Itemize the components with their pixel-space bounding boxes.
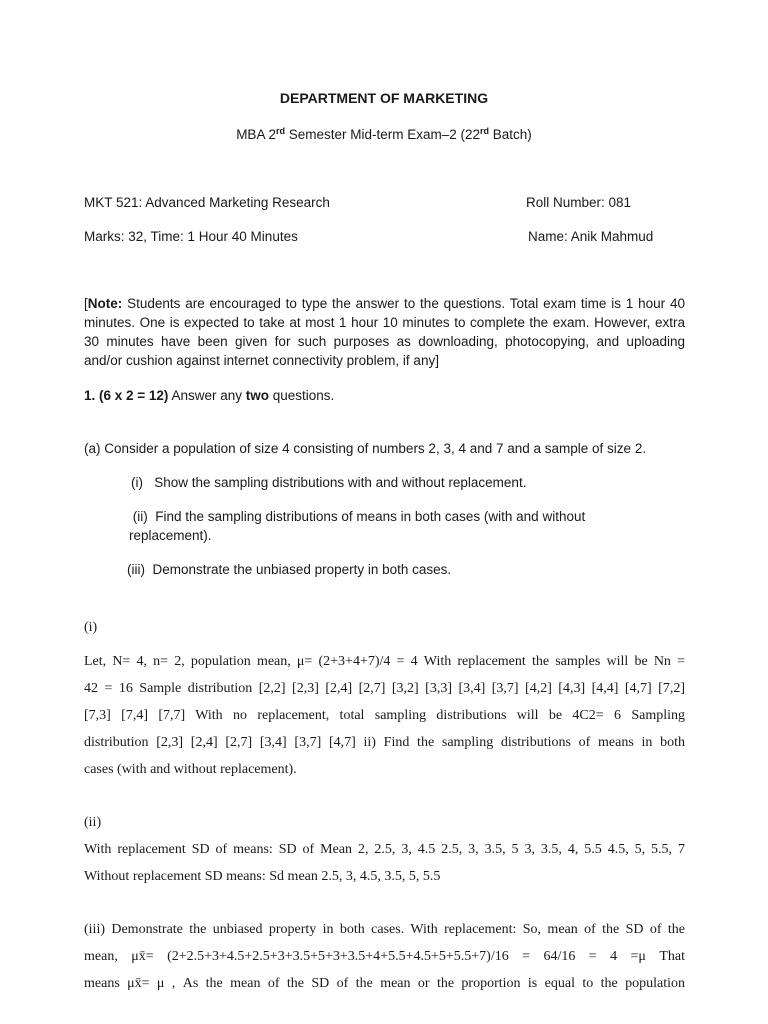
exam-title-post: Batch) (489, 127, 532, 142)
answer-i-line-1: Let, N= 4, n= 2, population mean, μ= (2+3+4+7)/4 = 4 With replacement the samples will be Nn = (84, 654, 685, 669)
marks-time: Marks: 32, Time: 1 Hour 40 Minutes (84, 229, 298, 244)
question-text-bold: two (245, 388, 269, 403)
student-name: Name: Anik Mahmud (528, 229, 654, 244)
answer-iii-line-3: means μx̄= μ , As the mean of the SD of the mean or the proportion is equal to the population (84, 976, 685, 991)
exam-title-sup2: rd (480, 126, 490, 136)
note-line-4: and/or cushion against internet connectivity problem, if any] (84, 353, 439, 368)
answer-i-line-5: cases (with and without replacement). (84, 762, 297, 777)
answer-i-label: (i) (84, 620, 98, 635)
department-title: DEPARTMENT OF MARKETING (279, 90, 489, 106)
question-text-post: questions. (268, 388, 335, 403)
exam-title-sup1: rd (275, 126, 285, 136)
answer-iii-line-1: (iii) Demonstrate the unbiased property in both cases. With replacement: So, mean of the SD of the (84, 922, 685, 937)
note-line-1 (84, 296, 685, 311)
course-info: MKT 521: Advanced Marketing Research (84, 195, 330, 210)
question-text-pre: Answer any (168, 388, 246, 403)
exam-title-mid: Semester Mid-term Exam–2 (22 (284, 127, 481, 142)
part-a-item-1: (i) Show the sampling distributions with and without replacement. (131, 475, 527, 490)
note-text-1: Students are encouraged to type the answer to the questions. Total exam time is 1 hour 40 (122, 296, 685, 311)
question-1 (84, 388, 334, 403)
roll-number: Roll Number: 081 (526, 195, 632, 210)
part-a-text: (a) Consider a population of size 4 consisting of numbers 2, 3, 4 and 7 and a sample of size 2. (84, 441, 647, 456)
note-open: [ (84, 296, 88, 311)
answer-iii-line-2: mean, μx̄= (2+2.5+3+4.5+2.5+3+3.5+5+3+3.5+4+5.5+4.5+5+5.5+7)/16 = 64/16 = 4 =μ That (84, 949, 685, 964)
answer-ii-label: (ii) (84, 815, 102, 830)
answer-ii-line-2: Without replacement SD means: Sd mean 2.5, 3, 4.5, 3.5, 5, 5.5 (84, 869, 441, 884)
exam-title (0, 127, 768, 142)
answer-i-line-4: distribution [2,3] [2,4] [2,7] [3,4] [3,7] [4,7] ii) Find the sampling distributions of means in both (84, 735, 685, 750)
note-line-3: 30 minutes have been given for such purposes as downloading, photocopying, and uploading (84, 334, 685, 349)
note-line-2: minutes. One is expected to take at most 1 hour 10 minutes to complete the exam. However, extra (84, 315, 685, 330)
question-number: 1. (6 x 2 = 12) (84, 388, 169, 403)
answer-i-line-3: [7,3] [7,4] [7,7] With no replacement, total sampling distributions will be 4C2= 6 Sampling (84, 708, 685, 723)
part-a-item-2: (ii) Find the sampling distributions of means in both cases (with and without (129, 509, 586, 524)
part-a-item-3: (iii) Demonstrate the unbiased property in both cases. (127, 562, 452, 577)
answer-ii-line-1: With replacement SD of means: SD of Mean 2, 2.5, 3, 4.5 2.5, 3, 3.5, 5 3, 3.5, 4, 5.5 4.5, 5, 5.5, 7 (84, 842, 685, 857)
exam-title-pre: MBA 2 (236, 127, 276, 142)
note-label: Note: (87, 296, 123, 311)
answer-i-line-2: 42 = 16 Sample distribution [2,2] [2,3] [2,4] [2,7] [3,2] [3,3] [3,4] [3,7] [4,2] [4,3] [4,4] [4,7] [7,2] (84, 681, 685, 696)
part-a-item-2-cont: replacement). (129, 528, 212, 543)
